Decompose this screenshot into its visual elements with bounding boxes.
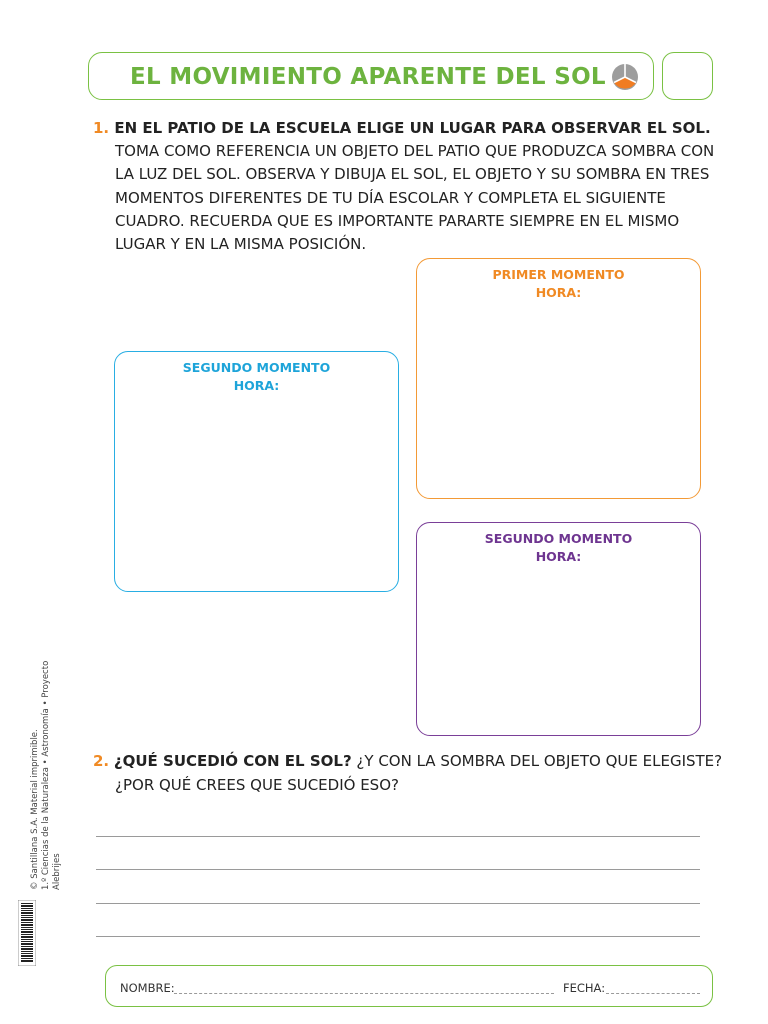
question-2-lead: ¿QUÉ SUCEDIÓ CON EL SOL? [113,752,352,770]
pie-icon [611,63,639,91]
date-field[interactable] [606,993,700,994]
third-moment-hora: HORA: [535,549,582,564]
answer-line-3[interactable] [96,903,700,904]
question-1-number: 1. [93,119,110,137]
question-1-heading [93,119,711,137]
question-2-line2: ¿POR QUÉ CREES QUE SUCEDIÓ ESO? [115,776,399,794]
third-moment-box[interactable] [416,522,701,736]
first-moment-title: PRIMER MOMENTO [492,267,625,282]
footer-frame [105,965,713,1007]
answer-line-1[interactable] [96,836,700,837]
first-moment-box[interactable] [416,258,701,499]
second-moment-box[interactable] [114,351,399,592]
question-2-heading [93,752,722,770]
date-label: FECHA: [563,981,606,995]
first-moment-hora: HORA: [535,285,582,300]
credits-line-2: 1.º Ciencias de la Naturaleza • Astronomía • Proyecto Alebrijes [41,660,62,890]
answer-line-4[interactable] [96,936,700,937]
question-2-rest: ¿Y CON LA SOMBRA DEL OBJETO QUE ELEGISTE? [351,752,723,770]
second-moment-title: SEGUNDO MOMENTO [182,360,331,375]
page-number-box [662,52,713,100]
answer-line-2[interactable] [96,869,700,870]
barcode-icon [18,900,36,966]
question-1-body: TOMA COMO REFERENCIA UN OBJETO DEL PATIO QUE PRODUZCA SOMBRA CON LA LUZ DEL SOL. OBSERVA Y DIBUJA EL SOL, EL OBJETO Y SU SOMBRA EN TRES MOMENTOS DIFERENTES DE TU DÍA ESCOLAR Y COMPLETA EL SIGUIENTE CUADRO. RECUERDA QUE ES IMPORTANTE PARARTE SIEMPRE EN EL MISMO LUGAR Y EN LA MISMA POSICIÓN. [115,142,715,254]
third-moment-title: SEGUNDO MOMENTO [484,531,633,546]
credits [30,630,63,890]
page-title: EL MOVIMIENTO APARENTE DEL SOL [130,64,606,90]
name-field[interactable] [174,993,554,994]
second-moment-hora: HORA: [233,378,280,393]
question-1-lead: EN EL PATIO DE LA ESCUELA ELIGE UN LUGAR PARA OBSERVAR EL SOL. [114,119,711,137]
credits-line-1: © Santillana S.A. Material imprimible. [30,729,40,890]
question-2-number: 2. [93,752,110,770]
name-label: NOMBRE: [120,981,175,995]
